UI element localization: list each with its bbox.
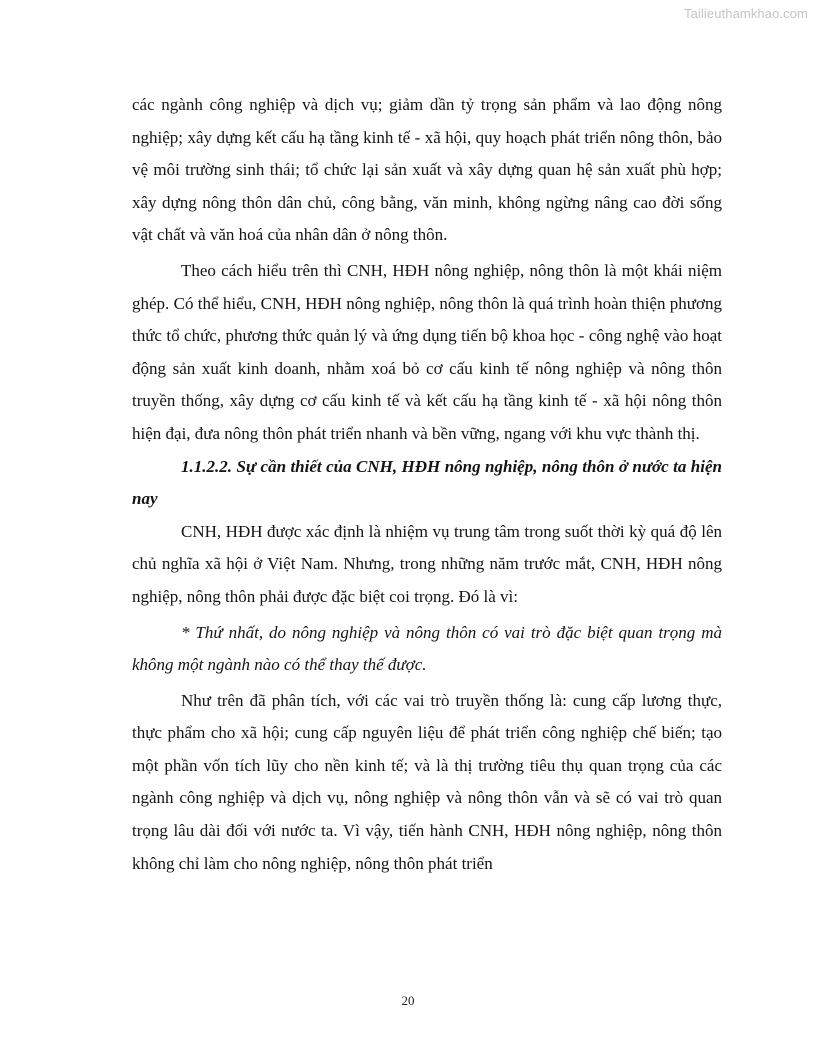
- watermark: Tailieuthamkhao.com: [683, 6, 808, 21]
- paragraph-intro: CNH, HĐH được xác định là nhiệm vụ trung tâm trong suốt thời kỳ quá độ lên chủ nghĩa xã hội ở Việt Nam. Nhưng, trong những năm trước mắt, CNH, HĐH nông nghiệp, nông thôn phải được đặc biệt coi trọng. Đó là vì:: [132, 521, 722, 606]
- paragraph-first-reason: * Thứ nhất, do nông nghiệp và nông thôn có vai trò đặc biệt quan trọng mà không một ngành nào có thể thay thế được.: [132, 622, 722, 675]
- section-heading: 1.1.2.2. Sự cần thiết của CNH, HĐH nông nghiệp, nông thôn ở nước ta hiện nay: [132, 456, 722, 509]
- page-number: 20: [401, 993, 415, 1008]
- paragraph-definition: Theo cách hiểu trên thì CNH, HĐH nông nghiệp, nông thôn là một khái niệm ghép. Có thể hiểu, CNH, HĐH nông nghiệp, nông thôn là quá trình hoàn thiện phương thức tổ chức, phương thức quản lý và ứng dụng tiến bộ khoa học - công nghệ vào hoạt động sản xuất kinh doanh, nhằm xoá bỏ cơ cấu kinh tế nông nghiệp và nông thôn truyền thống, xây dựng cơ cấu kinh tế và kết cấu hạ tầng kinh tế - xã hội nông thôn hiện đại, đưa nông thôn phát triển nhanh và bền vững, ngang với khu vực thành thị.: [132, 260, 722, 443]
- paragraph-continuation: các ngành công nghiệp và dịch vụ; giảm dần tỷ trọng sản phẩm và lao động nông nghiệp; xây dựng kết cấu hạ tầng kinh tế - xã hội, quy hoạch phát triển nông thôn, bảo vệ môi trường sinh thái; tổ chức lại sản xuất và xây dựng quan hệ sản xuất phù hợp; xây dựng nông thôn dân chủ, công bằng, văn minh, không ngừng nâng cao đời sống vật chất và văn hoá của nhân dân ở nông thôn.: [132, 95, 722, 245]
- document-body: [132, 89, 722, 880]
- paragraph-analysis: Như trên đã phân tích, với các vai trò truyền thống là: cung cấp lương thực, thực phẩm cho xã hội; cung cấp nguyên liệu để phát triển công nghiệp chế biến; tạo một phần vốn tích lũy cho nền kinh tế; và là thị trường tiêu thụ quan trọng của các ngành công nghiệp và dịch vụ, nông nghiệp và nông thôn vẫn và sẽ có vai trò quan trọng lâu dài đối với nước ta. Vì vậy, tiến hành CNH, HĐH nông nghiệp, nông thôn không chỉ làm cho nông nghiệp, nông thôn phát triển: [132, 690, 722, 873]
